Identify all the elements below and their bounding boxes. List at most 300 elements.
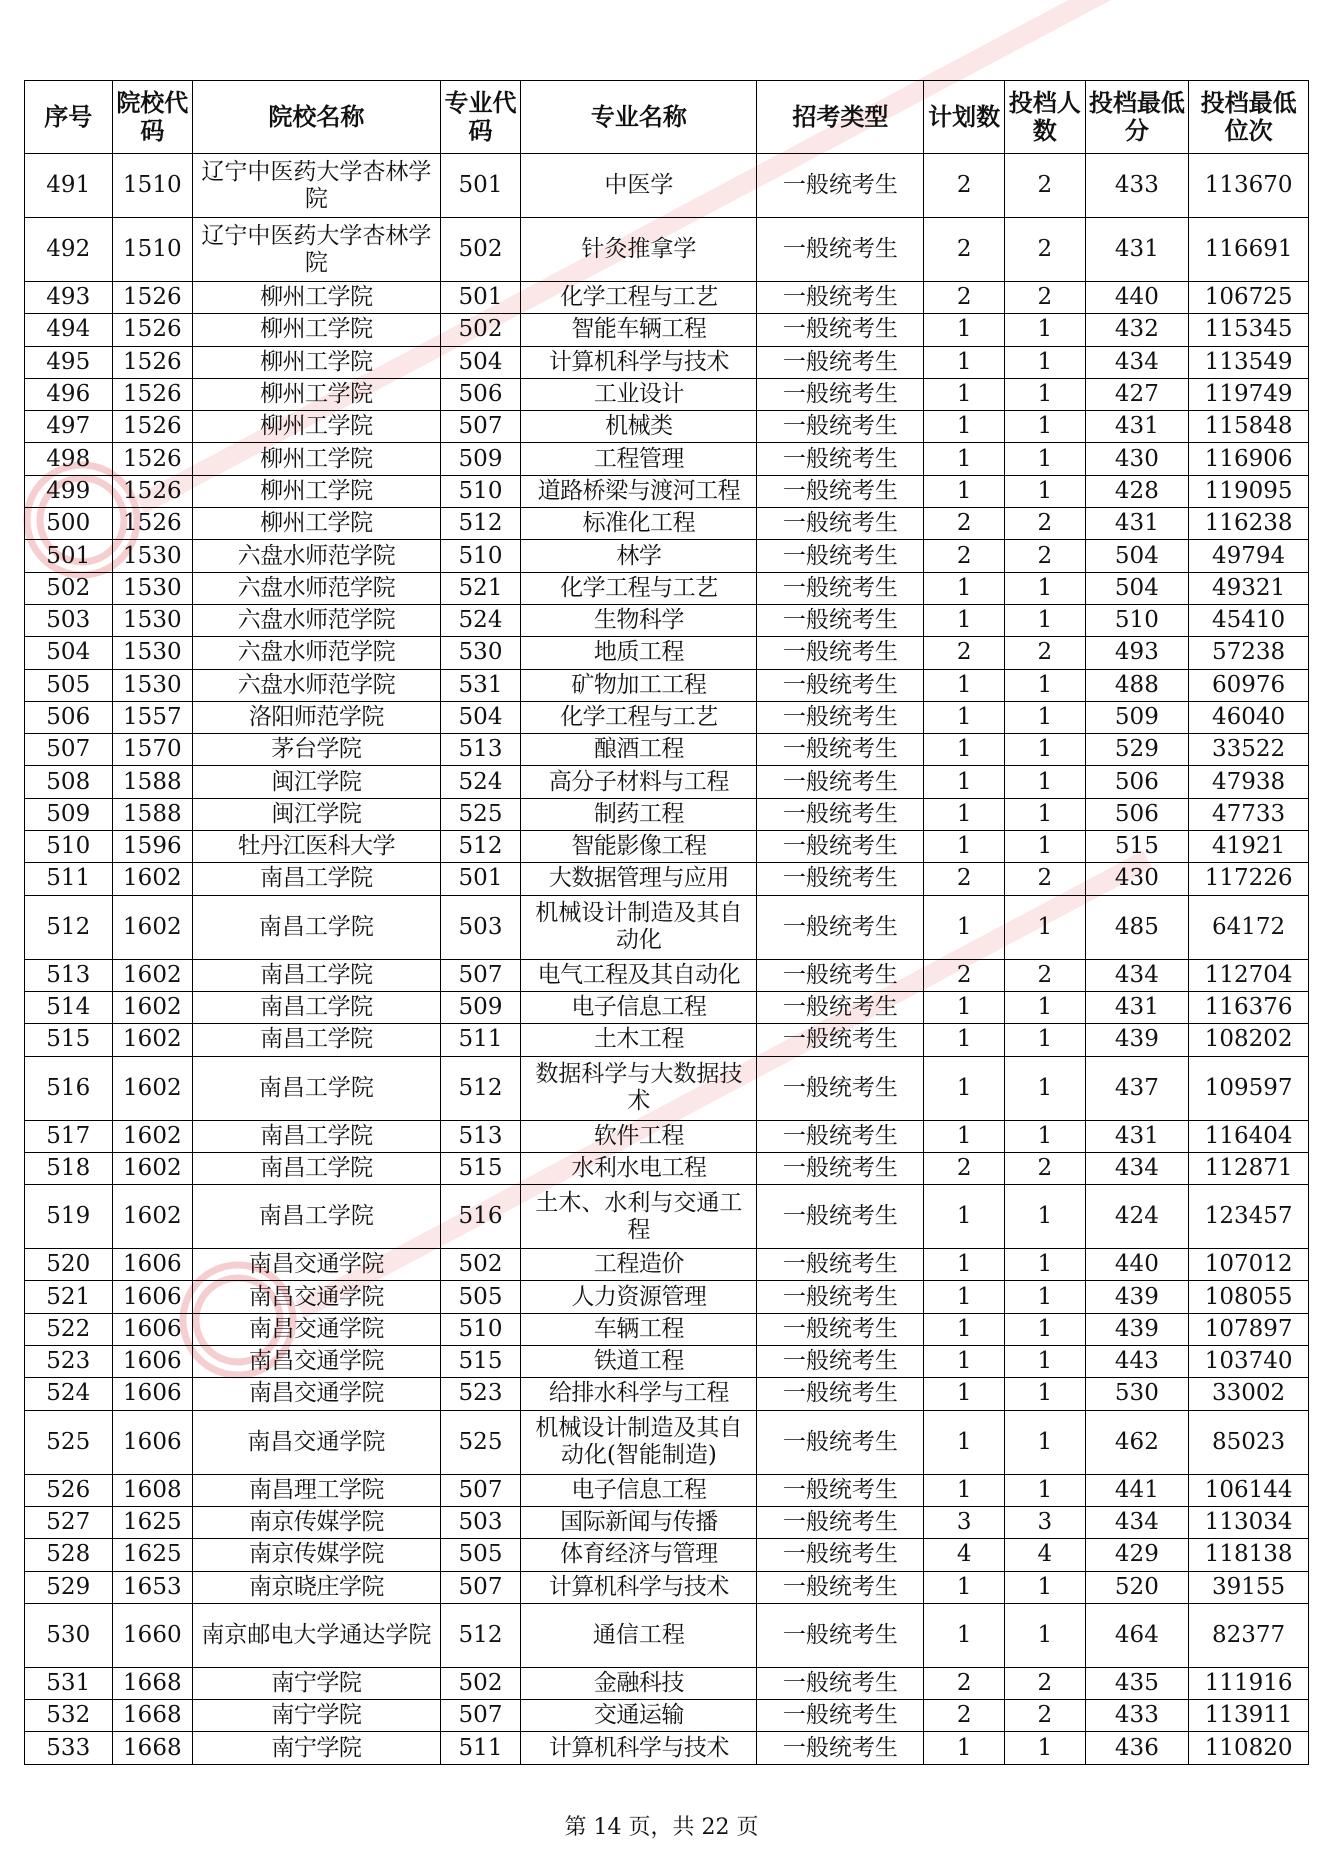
cell-major-code: 507	[440, 411, 521, 443]
cell-school-code: 1606	[112, 1249, 193, 1281]
cell-min-rank: 85023	[1189, 1410, 1309, 1474]
header-school-name: 院校名称	[193, 81, 441, 154]
table-header-row	[25, 81, 1309, 154]
cell-school-code: 1588	[112, 798, 193, 830]
cell-school-name: 南昌工学院	[193, 1185, 441, 1249]
cell-exam-type: 一般统考生	[757, 411, 924, 443]
cell-major-name: 酿酒工程	[521, 734, 757, 766]
cell-index: 498	[25, 443, 113, 475]
cell-major-code: 507	[440, 1700, 521, 1732]
cell-index: 516	[25, 1056, 113, 1120]
table-row	[25, 1378, 1309, 1410]
cell-plan-count: 2	[924, 1700, 1005, 1732]
cell-index: 514	[25, 991, 113, 1023]
cell-min-score: 430	[1085, 863, 1189, 895]
cell-exam-type: 一般统考生	[757, 1378, 924, 1410]
table-row	[25, 959, 1309, 991]
cell-major-name: 制药工程	[521, 798, 757, 830]
cell-school-name: 南昌交通学院	[193, 1313, 441, 1345]
cell-major-code: 512	[440, 831, 521, 863]
cell-major-name: 数据科学与大数据技术	[521, 1056, 757, 1120]
cell-admitted-count: 1	[1004, 378, 1085, 410]
cell-plan-count: 1	[924, 991, 1005, 1023]
table-row	[25, 378, 1309, 410]
cell-exam-type: 一般统考生	[757, 1667, 924, 1699]
cell-plan-count: 1	[924, 1378, 1005, 1410]
cell-school-code: 1526	[112, 443, 193, 475]
cell-plan-count: 2	[924, 282, 1005, 314]
cell-index: 500	[25, 508, 113, 540]
cell-school-name: 南昌工学院	[193, 1024, 441, 1056]
cell-min-rank: 49321	[1189, 572, 1309, 604]
cell-exam-type: 一般统考生	[757, 1024, 924, 1056]
cell-school-name: 柳州工学院	[193, 282, 441, 314]
cell-major-name: 化学工程与工艺	[521, 572, 757, 604]
cell-admitted-count: 2	[1004, 154, 1085, 218]
cell-min-rank: 47938	[1189, 766, 1309, 798]
cell-exam-type: 一般统考生	[757, 1249, 924, 1281]
cell-min-rank: 117226	[1189, 863, 1309, 895]
cell-major-name: 化学工程与工艺	[521, 701, 757, 733]
cell-school-name: 柳州工学院	[193, 508, 441, 540]
cell-admitted-count: 1	[1004, 669, 1085, 701]
table-row	[25, 863, 1309, 895]
cell-min-rank: 116691	[1189, 218, 1309, 282]
cell-school-name: 南昌工学院	[193, 1120, 441, 1152]
cell-major-name: 标准化工程	[521, 508, 757, 540]
cell-admitted-count: 2	[1004, 540, 1085, 572]
cell-min-rank: 113911	[1189, 1700, 1309, 1732]
cell-school-name: 南昌交通学院	[193, 1410, 441, 1474]
cell-school-name: 南昌交通学院	[193, 1378, 441, 1410]
cell-index: 531	[25, 1667, 113, 1699]
cell-major-name: 铁道工程	[521, 1346, 757, 1378]
table-row	[25, 346, 1309, 378]
cell-major-code: 511	[440, 1732, 521, 1764]
cell-admitted-count: 2	[1004, 1667, 1085, 1699]
cell-school-code: 1606	[112, 1346, 193, 1378]
cell-min-score: 430	[1085, 443, 1189, 475]
cell-min-score: 493	[1085, 637, 1189, 669]
cell-major-code: 503	[440, 895, 521, 959]
cell-min-rank: 108202	[1189, 1024, 1309, 1056]
cell-min-rank: 112871	[1189, 1152, 1309, 1184]
cell-admitted-count: 2	[1004, 1152, 1085, 1184]
cell-admitted-count: 1	[1004, 1249, 1085, 1281]
cell-index: 528	[25, 1539, 113, 1571]
cell-min-rank: 118138	[1189, 1539, 1309, 1571]
cell-admitted-count: 2	[1004, 1700, 1085, 1732]
table-row	[25, 218, 1309, 282]
header-major-code: 专业代码	[440, 81, 521, 154]
cell-plan-count: 1	[924, 1346, 1005, 1378]
cell-major-name: 电气工程及其自动化	[521, 959, 757, 991]
cell-admitted-count: 2	[1004, 959, 1085, 991]
cell-major-name: 计算机科学与技术	[521, 346, 757, 378]
cell-min-score: 434	[1085, 1152, 1189, 1184]
table-row	[25, 1056, 1309, 1120]
cell-exam-type: 一般统考生	[757, 346, 924, 378]
cell-min-score: 504	[1085, 540, 1189, 572]
cell-school-name: 南昌工学院	[193, 959, 441, 991]
cell-min-score: 424	[1085, 1185, 1189, 1249]
cell-major-code: 515	[440, 1152, 521, 1184]
cell-min-score: 431	[1085, 991, 1189, 1023]
cell-min-rank: 107897	[1189, 1313, 1309, 1345]
table-row	[25, 1539, 1309, 1571]
cell-school-name: 南京传媒学院	[193, 1539, 441, 1571]
table-row	[25, 1024, 1309, 1056]
cell-school-code: 1570	[112, 734, 193, 766]
cell-plan-count: 2	[924, 863, 1005, 895]
cell-school-name: 南宁学院	[193, 1667, 441, 1699]
cell-admitted-count: 1	[1004, 991, 1085, 1023]
cell-school-code: 1526	[112, 475, 193, 507]
cell-admitted-count: 1	[1004, 475, 1085, 507]
cell-plan-count: 2	[924, 154, 1005, 218]
cell-school-name: 辽宁中医药大学杏林学院	[193, 154, 441, 218]
cell-min-rank: 111916	[1189, 1667, 1309, 1699]
cell-school-name: 洛阳师范学院	[193, 701, 441, 733]
cell-min-score: 431	[1085, 218, 1189, 282]
cell-exam-type: 一般统考生	[757, 798, 924, 830]
cell-min-rank: 45410	[1189, 604, 1309, 636]
cell-major-name: 水利水电工程	[521, 1152, 757, 1184]
cell-school-code: 1602	[112, 1120, 193, 1152]
cell-index: 502	[25, 572, 113, 604]
cell-index: 501	[25, 540, 113, 572]
cell-min-rank: 103740	[1189, 1346, 1309, 1378]
cell-min-score: 488	[1085, 669, 1189, 701]
cell-exam-type: 一般统考生	[757, 1732, 924, 1764]
cell-min-rank: 106725	[1189, 282, 1309, 314]
cell-school-code: 1625	[112, 1539, 193, 1571]
cell-plan-count: 1	[924, 1603, 1005, 1667]
cell-major-name: 计算机科学与技术	[521, 1571, 757, 1603]
cell-plan-count: 1	[924, 701, 1005, 733]
cell-major-name: 智能车辆工程	[521, 314, 757, 346]
cell-major-code: 501	[440, 863, 521, 895]
cell-plan-count: 1	[924, 831, 1005, 863]
table-row	[25, 1506, 1309, 1538]
cell-major-name: 计算机科学与技术	[521, 1732, 757, 1764]
cell-major-code: 511	[440, 1024, 521, 1056]
cell-exam-type: 一般统考生	[757, 1346, 924, 1378]
table-row	[25, 1410, 1309, 1474]
cell-min-score: 432	[1085, 314, 1189, 346]
cell-admitted-count: 4	[1004, 1539, 1085, 1571]
cell-index: 521	[25, 1281, 113, 1313]
cell-school-code: 1596	[112, 831, 193, 863]
cell-school-code: 1602	[112, 895, 193, 959]
cell-exam-type: 一般统考生	[757, 154, 924, 218]
cell-school-name: 柳州工学院	[193, 346, 441, 378]
cell-major-name: 人力资源管理	[521, 1281, 757, 1313]
cell-major-code: 505	[440, 1281, 521, 1313]
cell-exam-type: 一般统考生	[757, 766, 924, 798]
cell-plan-count: 1	[924, 669, 1005, 701]
cell-major-code: 512	[440, 508, 521, 540]
cell-index: 513	[25, 959, 113, 991]
table-row	[25, 831, 1309, 863]
cell-admitted-count: 1	[1004, 766, 1085, 798]
cell-min-rank: 82377	[1189, 1603, 1309, 1667]
cell-exam-type: 一般统考生	[757, 1603, 924, 1667]
cell-min-score: 429	[1085, 1539, 1189, 1571]
cell-school-code: 1526	[112, 314, 193, 346]
cell-min-rank: 60976	[1189, 669, 1309, 701]
cell-exam-type: 一般统考生	[757, 218, 924, 282]
cell-school-name: 南京晓庄学院	[193, 1571, 441, 1603]
cell-school-code: 1653	[112, 1571, 193, 1603]
cell-major-name: 车辆工程	[521, 1313, 757, 1345]
cell-min-rank: 116906	[1189, 443, 1309, 475]
cell-school-name: 南宁学院	[193, 1732, 441, 1764]
cell-admitted-count: 1	[1004, 1346, 1085, 1378]
cell-admitted-count: 2	[1004, 218, 1085, 282]
table-row	[25, 1474, 1309, 1506]
cell-major-name: 机械设计制造及其自动化(智能制造)	[521, 1410, 757, 1474]
cell-school-code: 1602	[112, 1024, 193, 1056]
cell-school-name: 南宁学院	[193, 1700, 441, 1732]
cell-school-name: 南昌工学院	[193, 895, 441, 959]
cell-major-name: 化学工程与工艺	[521, 282, 757, 314]
cell-exam-type: 一般统考生	[757, 314, 924, 346]
cell-school-code: 1602	[112, 863, 193, 895]
table-row	[25, 669, 1309, 701]
cell-min-rank: 46040	[1189, 701, 1309, 733]
cell-major-code: 525	[440, 798, 521, 830]
cell-school-name: 牡丹江医科大学	[193, 831, 441, 863]
cell-school-name: 南昌理工学院	[193, 1474, 441, 1506]
cell-exam-type: 一般统考生	[757, 475, 924, 507]
cell-plan-count: 1	[924, 1185, 1005, 1249]
cell-index: 527	[25, 1506, 113, 1538]
cell-index: 529	[25, 1571, 113, 1603]
cell-exam-type: 一般统考生	[757, 991, 924, 1023]
cell-min-score: 433	[1085, 1700, 1189, 1732]
cell-index: 533	[25, 1732, 113, 1764]
cell-major-name: 中医学	[521, 154, 757, 218]
cell-admitted-count: 1	[1004, 1410, 1085, 1474]
header-index: 序号	[25, 81, 113, 154]
cell-school-code: 1530	[112, 540, 193, 572]
cell-major-name: 体育经济与管理	[521, 1539, 757, 1571]
cell-major-code: 502	[440, 1249, 521, 1281]
cell-school-name: 柳州工学院	[193, 314, 441, 346]
cell-major-name: 智能影像工程	[521, 831, 757, 863]
cell-plan-count: 1	[924, 1281, 1005, 1313]
cell-min-score: 485	[1085, 895, 1189, 959]
cell-index: 518	[25, 1152, 113, 1184]
cell-plan-count: 1	[924, 411, 1005, 443]
cell-index: 507	[25, 734, 113, 766]
cell-index: 517	[25, 1120, 113, 1152]
cell-major-name: 电子信息工程	[521, 991, 757, 1023]
cell-plan-count: 1	[924, 572, 1005, 604]
cell-exam-type: 一般统考生	[757, 637, 924, 669]
table-row	[25, 411, 1309, 443]
cell-major-name: 软件工程	[521, 1120, 757, 1152]
cell-major-code: 507	[440, 1571, 521, 1603]
table-row	[25, 701, 1309, 733]
cell-exam-type: 一般统考生	[757, 831, 924, 863]
table-row	[25, 540, 1309, 572]
table-row	[25, 734, 1309, 766]
table-row	[25, 443, 1309, 475]
cell-index: 497	[25, 411, 113, 443]
header-min-score: 投档最低分	[1085, 81, 1189, 154]
cell-exam-type: 一般统考生	[757, 1474, 924, 1506]
cell-major-code: 510	[440, 475, 521, 507]
cell-school-code: 1668	[112, 1732, 193, 1764]
cell-admitted-count: 1	[1004, 895, 1085, 959]
cell-exam-type: 一般统考生	[757, 701, 924, 733]
cell-school-code: 1526	[112, 378, 193, 410]
cell-min-score: 506	[1085, 798, 1189, 830]
table-row	[25, 766, 1309, 798]
cell-exam-type: 一般统考生	[757, 604, 924, 636]
cell-school-name: 柳州工学院	[193, 411, 441, 443]
cell-exam-type: 一般统考生	[757, 734, 924, 766]
table-row	[25, 1120, 1309, 1152]
cell-school-name: 南昌交通学院	[193, 1281, 441, 1313]
cell-exam-type: 一般统考生	[757, 959, 924, 991]
cell-school-name: 六盘水师范学院	[193, 669, 441, 701]
cell-school-name: 南昌工学院	[193, 991, 441, 1023]
cell-major-code: 530	[440, 637, 521, 669]
cell-min-rank: 119095	[1189, 475, 1309, 507]
cell-index: 494	[25, 314, 113, 346]
cell-index: 532	[25, 1700, 113, 1732]
cell-min-score: 428	[1085, 475, 1189, 507]
cell-admitted-count: 2	[1004, 508, 1085, 540]
cell-school-name: 六盘水师范学院	[193, 572, 441, 604]
cell-admitted-count: 1	[1004, 1056, 1085, 1120]
cell-index: 525	[25, 1410, 113, 1474]
cell-min-score: 504	[1085, 572, 1189, 604]
cell-major-name: 给排水科学与工程	[521, 1378, 757, 1410]
cell-school-code: 1602	[112, 1056, 193, 1120]
cell-admitted-count: 1	[1004, 1732, 1085, 1764]
cell-school-name: 六盘水师范学院	[193, 604, 441, 636]
cell-major-code: 503	[440, 1506, 521, 1538]
cell-plan-count: 1	[924, 314, 1005, 346]
cell-school-code: 1602	[112, 1185, 193, 1249]
cell-min-rank: 64172	[1189, 895, 1309, 959]
cell-exam-type: 一般统考生	[757, 1700, 924, 1732]
cell-admitted-count: 1	[1004, 1024, 1085, 1056]
cell-min-score: 433	[1085, 154, 1189, 218]
cell-index: 495	[25, 346, 113, 378]
cell-min-rank: 33522	[1189, 734, 1309, 766]
cell-major-code: 505	[440, 1539, 521, 1571]
cell-school-code: 1602	[112, 991, 193, 1023]
cell-min-rank: 115848	[1189, 411, 1309, 443]
table-row	[25, 1281, 1309, 1313]
cell-school-code: 1526	[112, 346, 193, 378]
cell-major-name: 高分子材料与工程	[521, 766, 757, 798]
cell-major-code: 512	[440, 1056, 521, 1120]
cell-index: 506	[25, 701, 113, 733]
cell-min-score: 427	[1085, 378, 1189, 410]
cell-admitted-count: 1	[1004, 1474, 1085, 1506]
admission-score-table	[24, 80, 1309, 1765]
cell-index: 510	[25, 831, 113, 863]
cell-admitted-count: 1	[1004, 1571, 1085, 1603]
cell-min-rank: 47733	[1189, 798, 1309, 830]
cell-min-score: 509	[1085, 701, 1189, 733]
cell-plan-count: 1	[924, 766, 1005, 798]
cell-min-score: 464	[1085, 1603, 1189, 1667]
cell-min-score: 431	[1085, 508, 1189, 540]
cell-min-score: 506	[1085, 766, 1189, 798]
cell-min-score: 462	[1085, 1410, 1189, 1474]
cell-min-rank: 57238	[1189, 637, 1309, 669]
cell-major-code: 525	[440, 1410, 521, 1474]
cell-exam-type: 一般统考生	[757, 1185, 924, 1249]
cell-index: 499	[25, 475, 113, 507]
cell-school-code: 1606	[112, 1281, 193, 1313]
cell-school-code: 1660	[112, 1603, 193, 1667]
cell-major-code: 512	[440, 1603, 521, 1667]
cell-school-code: 1668	[112, 1700, 193, 1732]
cell-school-name: 闽江学院	[193, 798, 441, 830]
cell-major-code: 513	[440, 1120, 521, 1152]
table-row	[25, 798, 1309, 830]
cell-admitted-count: 1	[1004, 798, 1085, 830]
cell-school-name: 南昌交通学院	[193, 1346, 441, 1378]
table-row	[25, 895, 1309, 959]
cell-major-code: 523	[440, 1378, 521, 1410]
cell-min-rank: 113670	[1189, 154, 1309, 218]
cell-min-rank: 107012	[1189, 1249, 1309, 1281]
cell-school-code: 1526	[112, 282, 193, 314]
cell-index: 496	[25, 378, 113, 410]
cell-school-name: 南京邮电大学通达学院	[193, 1603, 441, 1667]
cell-school-code: 1530	[112, 604, 193, 636]
cell-plan-count: 1	[924, 1410, 1005, 1474]
cell-plan-count: 1	[924, 1024, 1005, 1056]
cell-major-code: 501	[440, 282, 521, 314]
cell-school-code: 1625	[112, 1506, 193, 1538]
cell-admitted-count: 1	[1004, 1603, 1085, 1667]
table-row	[25, 991, 1309, 1023]
cell-exam-type: 一般统考生	[757, 1281, 924, 1313]
cell-major-name: 土木、水利与交通工程	[521, 1185, 757, 1249]
cell-index: 515	[25, 1024, 113, 1056]
cell-major-code: 502	[440, 1667, 521, 1699]
cell-min-score: 510	[1085, 604, 1189, 636]
cell-index: 503	[25, 604, 113, 636]
cell-exam-type: 一般统考生	[757, 282, 924, 314]
cell-index: 520	[25, 1249, 113, 1281]
cell-major-name: 电子信息工程	[521, 1474, 757, 1506]
cell-min-score: 529	[1085, 734, 1189, 766]
cell-index: 509	[25, 798, 113, 830]
header-school-code: 院校代码	[112, 81, 193, 154]
cell-school-code: 1530	[112, 669, 193, 701]
cell-major-name: 金融科技	[521, 1667, 757, 1699]
cell-major-name: 工程造价	[521, 1249, 757, 1281]
cell-plan-count: 1	[924, 734, 1005, 766]
cell-school-name: 南昌工学院	[193, 1152, 441, 1184]
cell-major-code: 507	[440, 959, 521, 991]
cell-min-score: 439	[1085, 1281, 1189, 1313]
cell-major-name: 工业设计	[521, 378, 757, 410]
cell-min-rank: 116238	[1189, 508, 1309, 540]
cell-school-code: 1526	[112, 508, 193, 540]
